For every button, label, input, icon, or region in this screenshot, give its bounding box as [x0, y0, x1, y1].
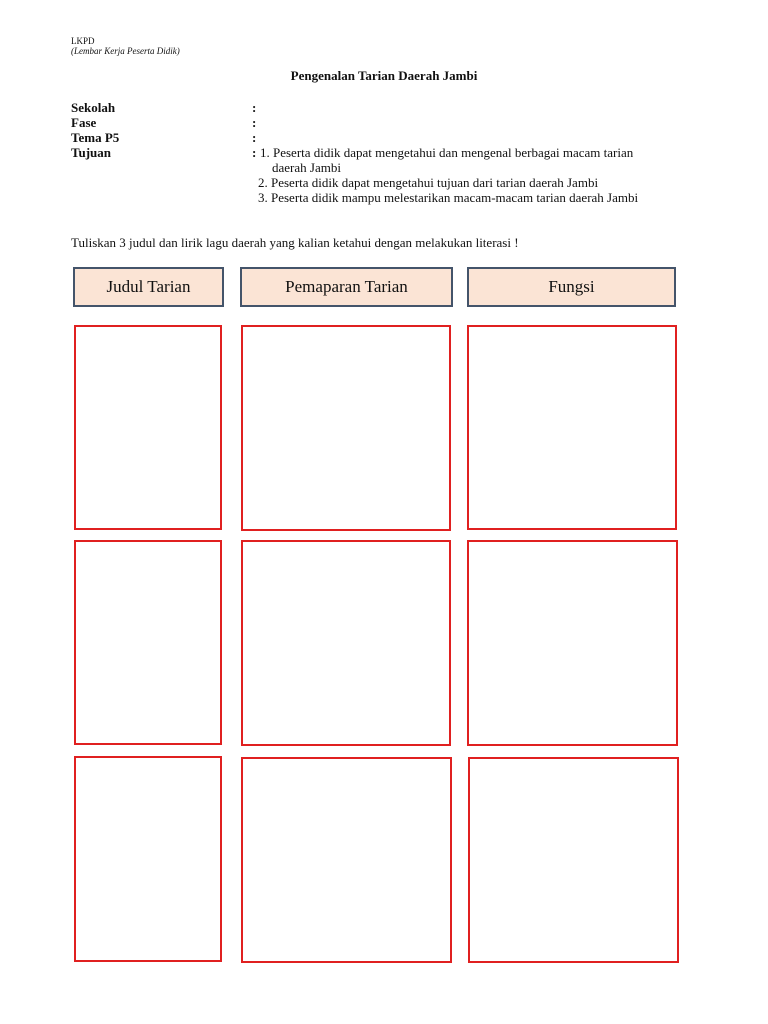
answer-cell-row2-pemaparan[interactable]: [241, 540, 451, 746]
goal-item-2: 2. Peserta didik dapat mengetahui tujuan dari tarian daerah Jambi: [258, 175, 599, 190]
field-label-tema: Tema P5: [71, 130, 120, 145]
field-colon-tema: :: [252, 130, 257, 145]
column-header-judul-tarian: Judul Tarian: [73, 267, 224, 307]
answer-cell-row1-pemaparan[interactable]: [241, 325, 451, 531]
column-header-fungsi: Fungsi: [467, 267, 676, 307]
goal-item-3: 3. Peserta didik mampu melestarikan macam-macam tarian daerah Jambi: [258, 190, 639, 205]
answer-cell-row3-fungsi[interactable]: [468, 757, 679, 963]
answer-cell-row1-fungsi[interactable]: [467, 325, 677, 530]
answer-cell-row1-judul[interactable]: [74, 325, 222, 530]
column-header-pemaparan-tarian: Pemaparan Tarian: [240, 267, 453, 307]
field-label-sekolah: Sekolah: [71, 100, 116, 115]
page-title: Pengenalan Tarian Daerah Jambi: [290, 68, 478, 83]
answer-cell-row3-pemaparan[interactable]: [241, 757, 452, 963]
answer-cell-row2-judul[interactable]: [74, 540, 222, 745]
field-colon-tujuan: :: [252, 145, 257, 160]
field-colon-sekolah: :: [252, 100, 257, 115]
field-label-fase: Fase: [71, 115, 97, 130]
instruction-text: Tuliskan 3 judul dan lirik lagu daerah yang kalian ketahui dengan melakukan literasi !: [71, 235, 519, 250]
field-label-tujuan: Tujuan: [71, 145, 111, 160]
lkpd-full-name: (Lembar Kerja Peserta Didik): [71, 46, 180, 56]
lkpd-label: LKPD: [71, 36, 95, 46]
field-colon-fase: :: [252, 115, 257, 130]
goal-item-1-line-2: daerah Jambi: [272, 160, 341, 175]
answer-cell-row3-judul[interactable]: [74, 756, 222, 962]
goal-item-1-line-1: 1. Peserta didik dapat mengetahui dan mengenal berbagai macam tarian: [260, 145, 634, 160]
answer-cell-row2-fungsi[interactable]: [467, 540, 678, 746]
